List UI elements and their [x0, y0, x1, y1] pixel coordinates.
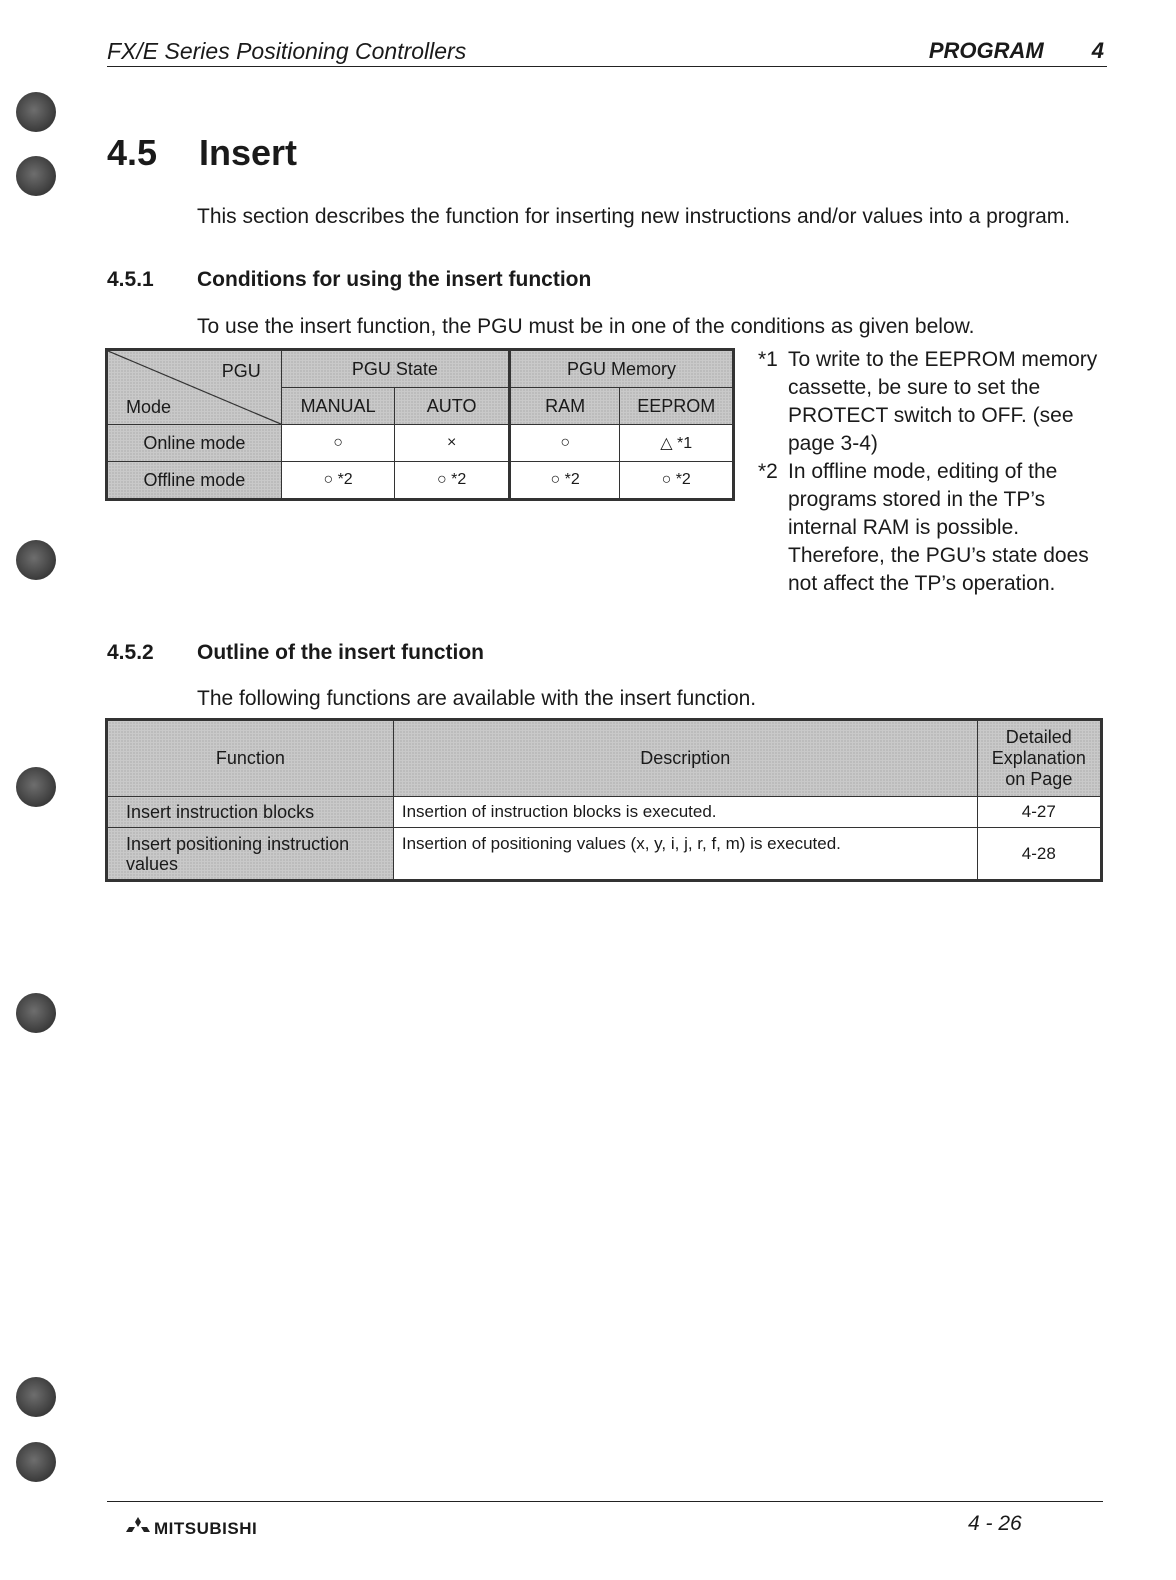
subsection-title: Conditions for using the insert function [197, 268, 592, 291]
column-header: Function [107, 720, 394, 797]
function-description: Insertion of positioning values (x, y, i, j, r, f, m) is executed. [393, 828, 977, 881]
brand-logo [125, 1517, 257, 1539]
group-header-pgu-memory: PGU Memory [509, 350, 733, 388]
subsection-heading-4-5-1 [107, 268, 591, 292]
page-reference: 4-27 [977, 797, 1101, 828]
table-cell: ○ *2 [395, 462, 510, 500]
subsection-number: 4.5.2 [107, 641, 154, 664]
subsection-title: Outline of the insert function [197, 641, 484, 664]
table-row [107, 462, 734, 500]
chapter-name: PROGRAM [928, 38, 1044, 63]
table-row [107, 828, 1102, 881]
section-number: 4.5 [107, 132, 158, 173]
subsection-number: 4.5.1 [107, 268, 154, 291]
page-reference: 4-28 [977, 828, 1101, 881]
column-header: MANUAL [281, 388, 395, 425]
column-header: Detailed Explanation on Page [977, 720, 1101, 797]
footnote-text: In offline mode, editing of the programs stored in the TP’s internal RAM is possible. Therefore, the PGU’s state does not affect the TP’s operation. [788, 460, 1089, 595]
footnote-text: To write to the EEPROM memory cassette, be sure to set the PROTECT switch to OFF. (see page 3-4) [788, 348, 1098, 455]
section-heading [107, 132, 297, 174]
table-cell: ○ *2 [620, 462, 734, 500]
header-rule [107, 66, 1107, 67]
corner-label-mode: Mode [126, 397, 172, 417]
corner-label-pgu: PGU [221, 361, 261, 381]
function-name: Insert instruction blocks [107, 797, 394, 828]
section-title: Insert [199, 132, 298, 173]
table-row [107, 425, 734, 462]
binder-hole [16, 993, 56, 1033]
page-number: 4 - 26 [968, 1512, 1022, 1535]
section-intro: This section describes the function for inserting new instructions and/or values into a program. [197, 205, 1071, 228]
chapter-number: 4 [1091, 38, 1104, 63]
footnote-1 [758, 346, 1098, 458]
footnote-2 [758, 458, 1098, 598]
column-header: EEPROM [620, 388, 734, 425]
function-description: Insertion of instruction blocks is executed. [393, 797, 977, 828]
table-row [107, 797, 1102, 828]
subsection-heading-4-5-2 [107, 641, 484, 665]
binder-hole [16, 540, 56, 580]
footnote-mark: *2 [758, 460, 778, 483]
document-title: FX/E Series Positioning Controllers [107, 38, 467, 64]
table-cell: × [395, 425, 510, 462]
brand-name: MITSUBISHI [154, 1519, 258, 1538]
chapter-label [929, 38, 1104, 64]
binder-hole [16, 92, 56, 132]
binder-hole [16, 767, 56, 807]
binder-hole [16, 1377, 56, 1417]
table-footnotes [758, 346, 1098, 598]
table-corner-header [107, 350, 282, 425]
footer-rule [107, 1501, 1103, 1502]
three-diamonds-icon [125, 1517, 151, 1537]
conditions-table [105, 348, 735, 501]
row-header: Offline mode [107, 462, 282, 500]
table-cell: ○ [281, 425, 395, 462]
subsection-text: To use the insert function, the PGU must be in one of the conditions as given below. [197, 315, 975, 338]
column-header: AUTO [395, 388, 510, 425]
binder-hole [16, 1442, 56, 1482]
table-cell: ○ *2 [281, 462, 395, 500]
row-header: Online mode [107, 425, 282, 462]
column-header: Description [393, 720, 977, 797]
footnote-mark: *1 [758, 348, 778, 371]
functions-table [105, 718, 1103, 882]
column-header: RAM [509, 388, 620, 425]
subsection-text: The following functions are available with the insert function. [197, 687, 757, 710]
table-cell: ○ [509, 425, 620, 462]
group-header-pgu-state: PGU State [281, 350, 509, 388]
function-name: Insert positioning instruction values [107, 828, 394, 881]
table-cell: ○ *2 [509, 462, 620, 500]
table-cell: △ *1 [620, 425, 734, 462]
binder-hole [16, 156, 56, 196]
